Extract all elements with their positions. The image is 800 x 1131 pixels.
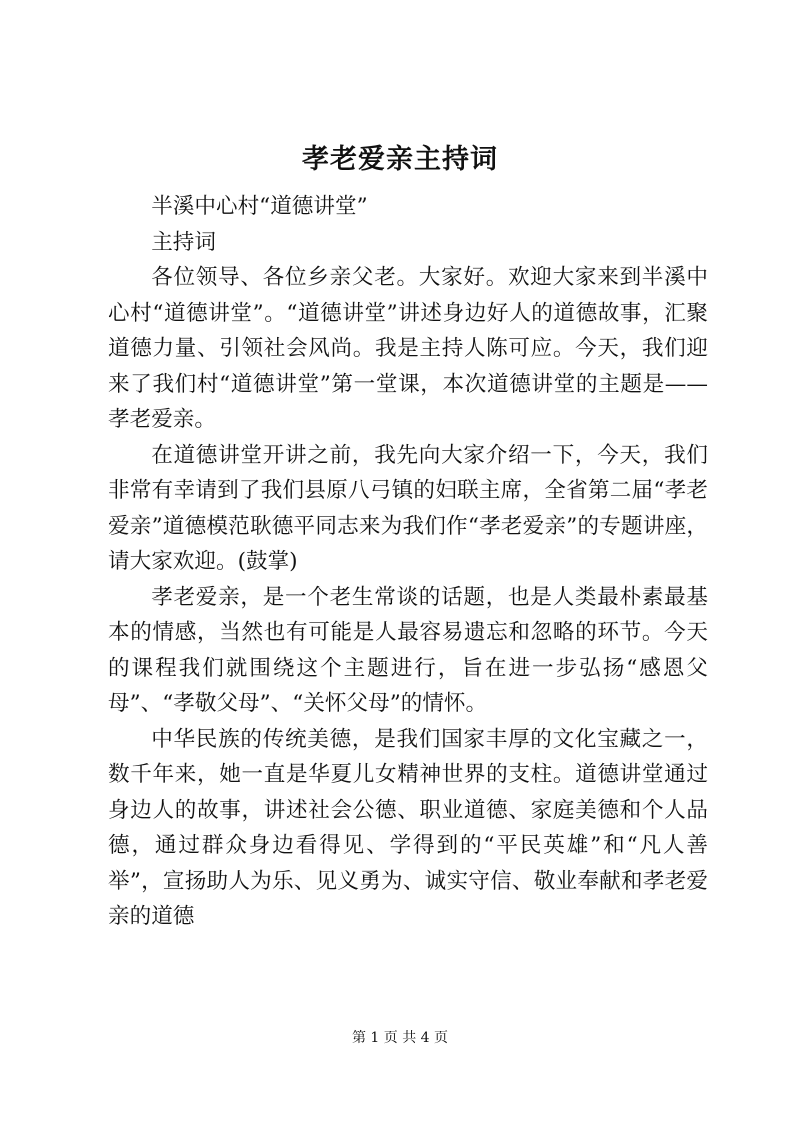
document-title: 孝老爱亲主持词 (302, 144, 498, 175)
paragraph-tradition: 中华民族的传统美德，是我们国家丰厚的文化宝藏之一，数千年来，她一直是华夏儿女精神世界的支柱。道德讲堂通过身边人的故事，讲述社会公德、职业道德、家庭美德和个人品德，通过群众身边看得见、学得到的“平民英雄”和“凡人善举”，宣扬助人为乐、见义勇为、诚实守信、敬业奉献和孝老爱亲的道德 (108, 726, 708, 929)
paragraph-heading: 主持词 (151, 229, 216, 255)
paragraph-theme: 孝老爱亲，是一个老生常谈的话题，也是人类最朴素最基本的情感，当然也有可能是人最容易遗忘和忽略的环节。今天的课程我们就围绕这个主题进行，旨在进一步弘扬“感恩父母”、“孝敬父母”、“关怀父母”的情怀。 (108, 584, 708, 716)
page-footer: 第 1 页 共 4 页 (351, 1030, 449, 1046)
paragraph-introduction: 在道德讲堂开讲之前，我先向大家介绍一下，今天，我们非常有幸请到了我们县原八弓镇的妇联主席，全省第二届“孝老爱亲”道德模范耿德平同志来为我们作“孝老爱亲”的专题讲座，请大家欢迎。(鼓掌) (108, 442, 708, 574)
paragraph-welcome: 各位领导、各位乡亲父老。大家好。欢迎大家来到半溪中心村“道德讲堂”。“道德讲堂”讲述身边好人的道德故事，汇聚道德力量、引领社会风尚。我是主持人陈可应。今天，我们迎来了我们村“道德讲堂”第一堂课，本次道德讲堂的主题是——孝老爱亲。 (108, 265, 708, 432)
document-body (108, 189, 708, 935)
paragraph-subtitle: 半溪中心村“道德讲堂” (151, 194, 368, 219)
